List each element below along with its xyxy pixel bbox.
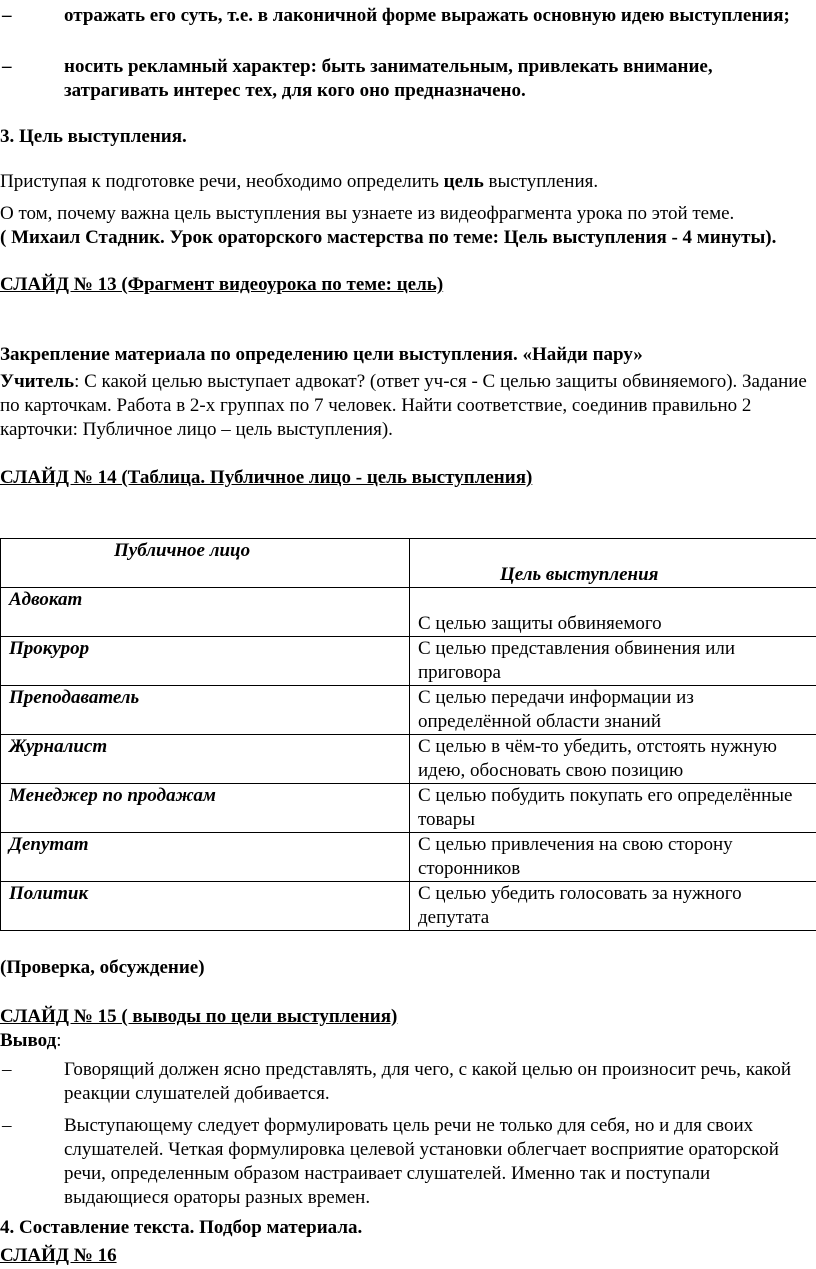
table-row <box>1 735 816 784</box>
role-cell: Адвокат <box>1 588 410 637</box>
public-person-goal-table <box>0 538 816 931</box>
section-heading: 4. Составление текста. Подбор материала. <box>0 1217 363 1238</box>
goal-cell: С целью убедить голосовать за нужного депутата <box>410 882 816 931</box>
table-row <box>1 637 816 686</box>
slide-label: СЛАЙД № 13 (Фрагмент видеоурока по теме: цель) <box>0 274 444 295</box>
column-header: Публичное лицо <box>1 539 410 588</box>
goal-cell: С целью в чём-то убедить, отстоять нужную идею, обосновать свою позицию <box>410 735 816 784</box>
goal-cell: С целью защиты обвиняемого <box>410 588 816 637</box>
list-item: – Говорящий должен ясно представлять, для чего, с какой целью он произносит речь, какой реакции слушателей добивается. <box>2 1059 792 1104</box>
role-cell: Журналист <box>1 735 410 784</box>
paragraph: Учитель: С какой целью выступает адвокат? (ответ уч-ся - С целью защиты обвиняемого). Задание по карточкам. Работа в 2-х группах по 7 человек. Найти соответствие, соединив правильно 2 карточки: Публичное лицо – цель выступления). <box>0 371 807 440</box>
role-cell: Депутат <box>1 833 410 882</box>
check-discussion: (Проверка, обсуждение) <box>0 957 205 978</box>
role-cell: Менеджер по продажам <box>1 784 410 833</box>
slide-label: СЛАЙД № 14 (Таблица. Публичное лицо - цель выступления) <box>0 467 533 488</box>
section-heading: Закрепление материала по определению цели выступления. «Найди пару» <box>0 344 643 365</box>
table-row <box>1 833 816 882</box>
table-row <box>1 588 816 637</box>
video-reference: ( Михаил Стадник. Урок ораторского мастерства по теме: Цель выступления - 4 минуты). <box>0 227 777 248</box>
role-cell: Преподаватель <box>1 686 410 735</box>
column-header: Цель выступления <box>410 539 816 588</box>
role-cell: Прокурор <box>1 637 410 686</box>
list-item: – отражать его суть, т.е. в лаконичной форме выражать основную идею выступления; <box>2 5 790 26</box>
role-cell: Политик <box>1 882 410 931</box>
dash-bullet-icon: – <box>2 56 12 77</box>
list-item: – носить рекламный характер: быть занимательным, привлекать внимание, затрагивать интерес тех, для кого оно предназначено. <box>2 56 713 101</box>
list-item: – Выступающему следует формулировать цель речи не только для себя, но и для своих слушателей. Четкая формулировка целевой установки облегчает восприятие ораторской речи, определенным образом настраивает слушателей. Именно так и поступали выдающиеся ораторы разных времен. <box>2 1115 779 1208</box>
goal-cell: С целью представления обвинения или приговора <box>410 637 816 686</box>
table-header-row <box>1 539 816 588</box>
table-row <box>1 686 816 735</box>
table-row <box>1 882 816 931</box>
paragraph: О том, почему важна цель выступления вы узнаете из видеофрагмента урока по этой теме. <box>0 203 735 224</box>
slide-label: СЛАЙД № 15 ( выводы по цели выступления) <box>0 1006 398 1027</box>
goal-cell: С целью передачи информации из определённой области знаний <box>410 686 816 735</box>
goal-cell: С целью привлечения на свою сторону сторонников <box>410 833 816 882</box>
dash-bullet-icon: – <box>2 1059 12 1080</box>
dash-bullet-icon: – <box>2 5 12 26</box>
paragraph: Приступая к подготовке речи, необходимо определить цель выступления. <box>0 171 599 192</box>
table-row <box>1 784 816 833</box>
slide-label: СЛАЙД № 16 <box>0 1245 117 1266</box>
conclusion-label: Вывод: <box>0 1030 62 1051</box>
dash-bullet-icon: – <box>2 1115 12 1136</box>
goal-cell: С целью побудить покупать его определённые товары <box>410 784 816 833</box>
section-heading: 3. Цель выступления. <box>0 126 187 147</box>
